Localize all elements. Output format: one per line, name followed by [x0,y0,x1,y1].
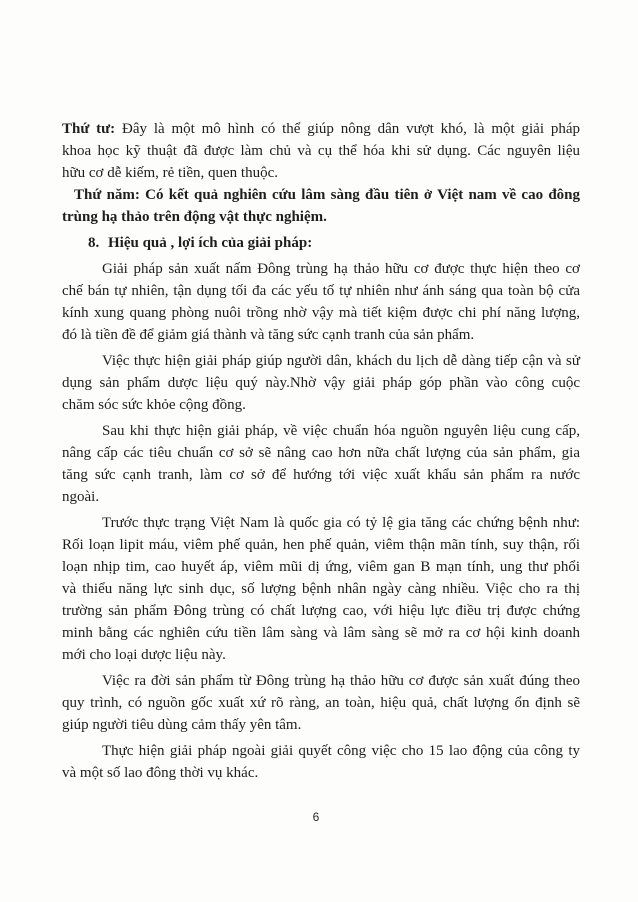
paragraph-line: kính xung quang phòng nuôi trồng nhờ vậy mà tiết kiệm được chi phí năng lượng, [62,305,580,321]
paragraph-line: Sau khi thực hiện giải pháp, về việc chuẩn hóa nguồn nguyên liệu cung cấp, [102,423,580,439]
paragraph-line: tăng sức cạnh tranh, làm cơ sở để hướng tới việc xuất khẩu sản phẩm ra nước [62,467,580,483]
paragraph-line: Việc ra đời sản phẩm từ Đông trùng hạ thảo hữu cơ được sản xuất đúng theo [102,673,580,689]
paragraph-line: quy trình, có nguồn gốc xuất xứ rõ ràng, an toàn, hiệu quả, chất lượng ổn định sẽ [62,695,580,711]
paragraph-item-5 [62,184,580,228]
section-title: Hiệu quả , lợi ích của giải pháp: [108,235,313,251]
paragraph-line: hữu cơ dễ kiếm, rẻ tiền, quen thuộc. [62,165,278,181]
section-number: 8. [88,235,100,251]
paragraph-line: và một số lao đông thời vụ khác. [62,765,259,781]
paragraph [62,670,580,736]
page-number: 6 [312,810,320,824]
paragraph-line: mới cho loại dược liệu này. [62,647,226,663]
paragraph-line: đó là tiền đề để giảm giá thành và tăng sức cạnh tranh của sản phẩm. [62,327,475,343]
line-text: Có kết quả nghiên cứu lâm sàng đầu tiên ở Việt nam về cao đông [145,187,581,203]
paragraph [62,512,580,666]
paragraph [62,258,580,346]
paragraph-line: chế bán tự nhiên, tận dụng tối đa các yếu tố tự nhiên như ánh sáng qua toàn bộ cửa [62,283,580,299]
paragraph-line: Thực hiện giải pháp ngoài giải quyết công việc cho 15 lao động của công ty [102,743,580,759]
paragraph-line: giúp người tiêu dùng cảm thấy yên tâm. [62,717,302,733]
paragraph-line: minh bằng các nghiên cứu tiền lâm sàng và lâm sàng sẽ mở ra cơ hội kinh doanh [62,625,580,641]
paragraph-line [62,118,580,140]
paragraph-line: Giải pháp sản xuất nấm Đông trùng hạ thảo hữu cơ được thực hiện theo cơ [102,261,580,277]
paragraph-line: Việc thực hiện giải pháp giúp người dân, khách du lịch dễ dàng tiếp cận và sử [102,353,580,369]
paragraph-item-4 [62,118,580,184]
paragraph [62,350,580,416]
item-label: Thứ năm: [74,187,140,203]
paragraph-line: Rối loạn lipit máu, viêm phế quản, hen phế quản, viêm thận mãn tính, suy thận, rối [62,537,580,553]
paragraph-line: trùng hạ thảo trên động vật thực nghiệm. [62,209,327,225]
paragraph-line: ngoài. [62,489,100,505]
section-heading [62,232,580,254]
paragraph-line: nâng cấp các tiêu chuẩn cơ sở sẽ nâng cao hơn nữa chất lượng của sản phẩm, gia [62,445,580,461]
paragraph-line: trường sản phẩm Đông trùng có chất lượng cao, với hiệu lực điều trị được chứng [62,603,580,619]
item-label: Thứ tư: [62,121,116,137]
paragraph-line [62,184,580,206]
paragraph-line: khoa học kỹ thuật đã được làm chủ và cụ thể hóa khi sử dụng. Các nguyên liệu [62,143,580,159]
line-text: Đây là một mô hình có thể giúp nông dân vượt khó, là một giải pháp [122,121,580,137]
paragraph [62,740,580,784]
page-body [62,118,580,784]
paragraph-line: và thiểu năng lực sinh dục, số lượng bệnh nhân ngày càng nhiều. Việc cho ra thị [62,581,580,597]
paragraph-line: dụng sản phẩm dược liệu quý này.Nhờ vậy giải pháp góp phần vào công cuộc [62,375,580,391]
paragraph-line: Trước thực trạng Việt Nam là quốc gia có tỷ lệ gia tăng các chứng bệnh như: [102,515,580,531]
paragraph-line: chăm sóc sức khỏe cộng đồng. [62,397,246,413]
paragraph-line: loạn nhịp tim, cao huyết áp, viêm mũi dị ứng, viêm gan B mạn tính, ung thư phổi [62,559,580,575]
paragraph [62,420,580,508]
